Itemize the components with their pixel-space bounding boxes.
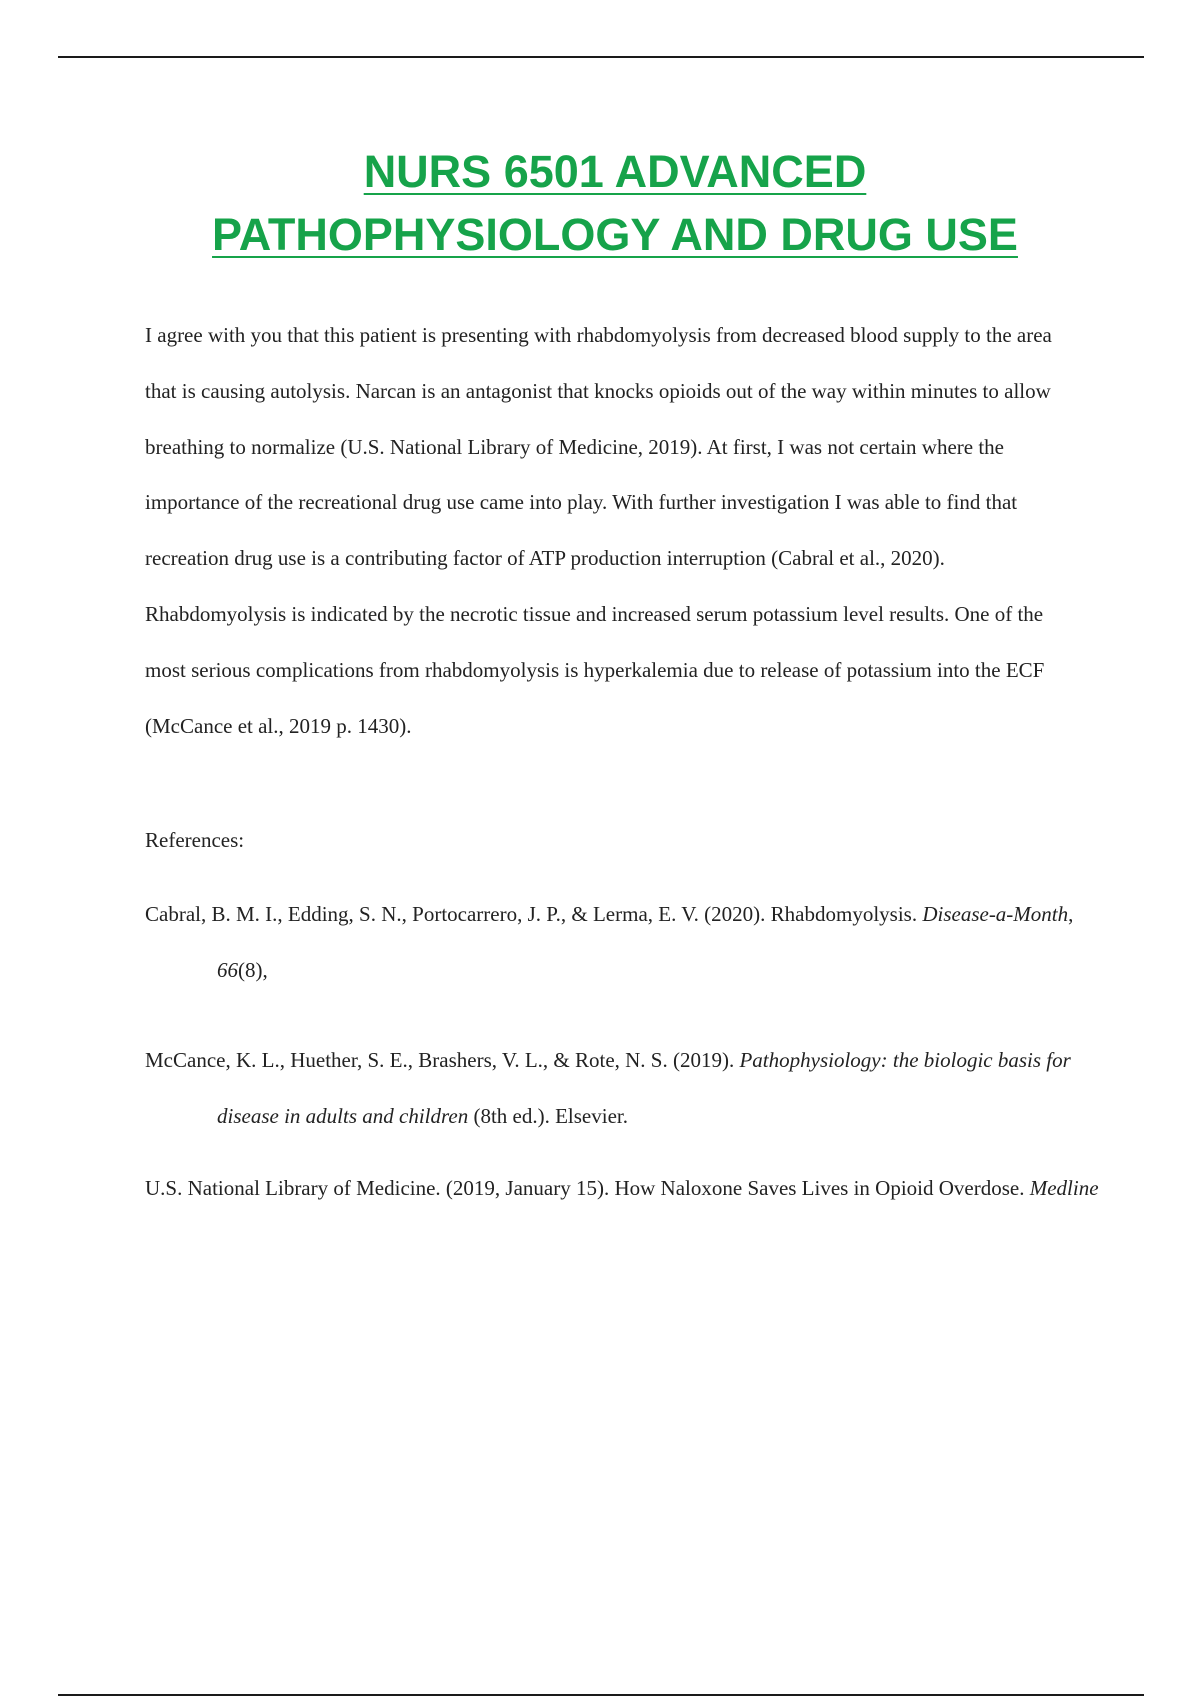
reference-cabral: [145, 886, 1117, 998]
reference-text: McCance, K. L., Huether, S. E., Brashers, V. L., & Rote, N. S. (2019).: [145, 1048, 740, 1072]
references-heading: References:: [145, 828, 245, 852]
reference-journal: Disease-a-Month: [922, 902, 1069, 926]
discussion-paragraph: I agree with you that this patient is presenting with rhabdomyolysis from decreased blood supply to the area that is causing autolysis. Narcan is an antagonist that knocks opioids out of the way within minutes to allow breathing to normalize (U.S. National Library of Medicine, 2019). At first, I was not certain where the importance of the recreational drug use came into play. With further investigation I was able to find that recreation drug use is a contributing factor of ATP production interruption (Cabral et al., 2020). Rhabdomyolysis is indicated by the necrotic tissue and increased serum potassium level results. One of the most serious complications from rhabdomyolysis is hyperkalemia due to release of potassium into the ECF (McCance et al., 2019 p. 1430).: [145, 323, 1052, 738]
reference-mccance: [145, 1032, 1117, 1144]
reference-volume: 66: [217, 958, 238, 982]
reference-publisher: (8th ed.). Elsevier.: [468, 1104, 628, 1128]
reference-issue: (8),: [238, 958, 268, 982]
document-title: [0, 140, 1200, 266]
reference-book-title: Pathophysiology: the biologic basis for disease in adults and children: [217, 1048, 1071, 1128]
reference-nlm: [145, 1160, 1117, 1216]
title-line-2: PATHOPHYSIOLOGY AND DRUG USE: [212, 209, 1018, 260]
reference-text: Cabral, B. M. I., Edding, S. N., Portocarrero, J. P., & Lerma, E. V. (2020). Rhabdomyolysis.: [145, 902, 923, 926]
footer-rule: [58, 1694, 1144, 1696]
header-rule: [58, 56, 1144, 58]
reference-text: U.S. National Library of Medicine. (2019, January 15). How Naloxone Saves Lives in Opioid Overdose.: [145, 1176, 1030, 1200]
reference-source: Medline: [1029, 1176, 1099, 1200]
reference-separator: ,: [1068, 902, 1074, 926]
title-line-1: NURS 6501 ADVANCED: [363, 146, 867, 197]
